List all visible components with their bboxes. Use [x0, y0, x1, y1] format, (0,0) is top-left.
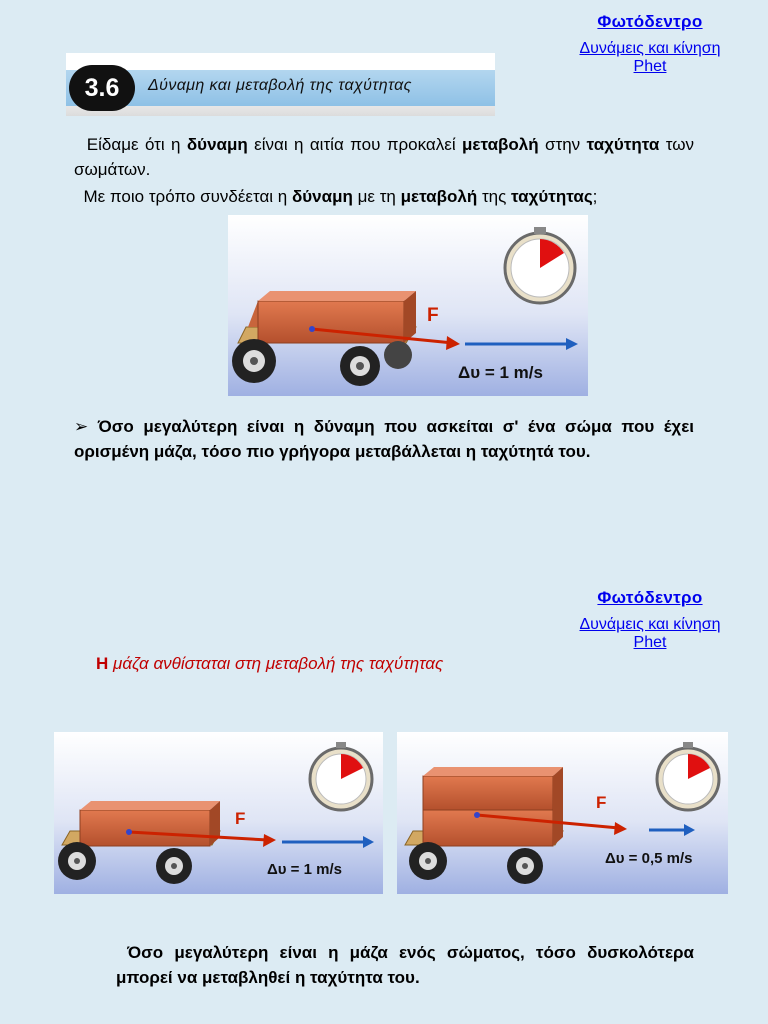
section-banner — [66, 53, 495, 116]
red-h: Η — [96, 654, 109, 673]
text: στην — [538, 135, 587, 154]
bold-velocity: ταχύτητα — [586, 135, 660, 154]
mid-links — [540, 588, 760, 652]
text: είναι η αιτία που προκαλεί — [247, 135, 462, 154]
dv-label: Δυ = 1 m/s — [267, 861, 342, 878]
bold-force: δύναμη — [291, 187, 353, 206]
top-links — [540, 12, 760, 76]
text: Με ποιο τρόπο συνδέεται η — [83, 187, 292, 206]
statement-force — [74, 414, 694, 464]
dv-label: Δυ = 1 m/s — [458, 363, 543, 382]
force-label: F — [427, 305, 439, 326]
mass-resists-line — [96, 654, 443, 674]
section-number: 3.6 — [69, 65, 135, 111]
photodendro-link[interactable]: Φωτόδεντρο — [597, 12, 703, 31]
statement-text: Όσο μεγαλύτερη είναι η δύναμη που ασκείται σ' ένα σώμα που έχει ορισμένη μάζα, τόσο πιο γρήγορα μεταβάλλεται η ταχύτητά του. — [74, 417, 695, 461]
text: με τη — [352, 187, 401, 206]
forces-motion-link[interactable]: Δυνάμεις και κίνηση — [579, 40, 721, 57]
force-label: F — [596, 793, 607, 812]
text: της — [477, 187, 512, 206]
cart-figure-2 — [54, 732, 383, 894]
cart-figure-1 — [228, 215, 588, 396]
bold-change: μεταβολή — [462, 135, 539, 154]
bold-velocity: ταχύτητας — [511, 187, 593, 206]
photodendro-link[interactable]: Φωτόδεντρο — [597, 588, 703, 607]
arrow-bullet-icon: ➢ — [74, 417, 98, 436]
forces-motion-link[interactable]: Δυνάμεις και κίνηση — [579, 616, 721, 633]
phet-link[interactable]: Phet — [633, 634, 667, 651]
phet-link[interactable]: Phet — [633, 58, 667, 75]
intro-paragraph-2 — [74, 184, 694, 209]
text: των σωμάτων. — [74, 135, 694, 179]
statement-text: Όσο μεγαλύτερη είναι η μάζα ενός σώματος, τόσο δυσκολότερα μπορεί να μεταβληθεί η ταχύτητα του. — [116, 943, 694, 987]
bold-change: μεταβολή — [400, 187, 478, 206]
force-label: F — [235, 809, 246, 828]
dv-label: Δυ = 0,5 m/s — [605, 850, 693, 867]
text: ; — [592, 187, 598, 206]
section-title: Δύναμη και μεταβολή της ταχύτητας — [148, 77, 412, 94]
red-text: μάζα ανθίσταται στη μεταβολή της ταχύτητας — [113, 654, 444, 673]
bold-force: δύναμη — [186, 135, 248, 154]
statement-mass — [116, 940, 694, 990]
intro-paragraph-1 — [74, 132, 694, 182]
cart-figure-3 — [397, 732, 728, 894]
text: Είδαμε ότι η — [86, 135, 187, 154]
